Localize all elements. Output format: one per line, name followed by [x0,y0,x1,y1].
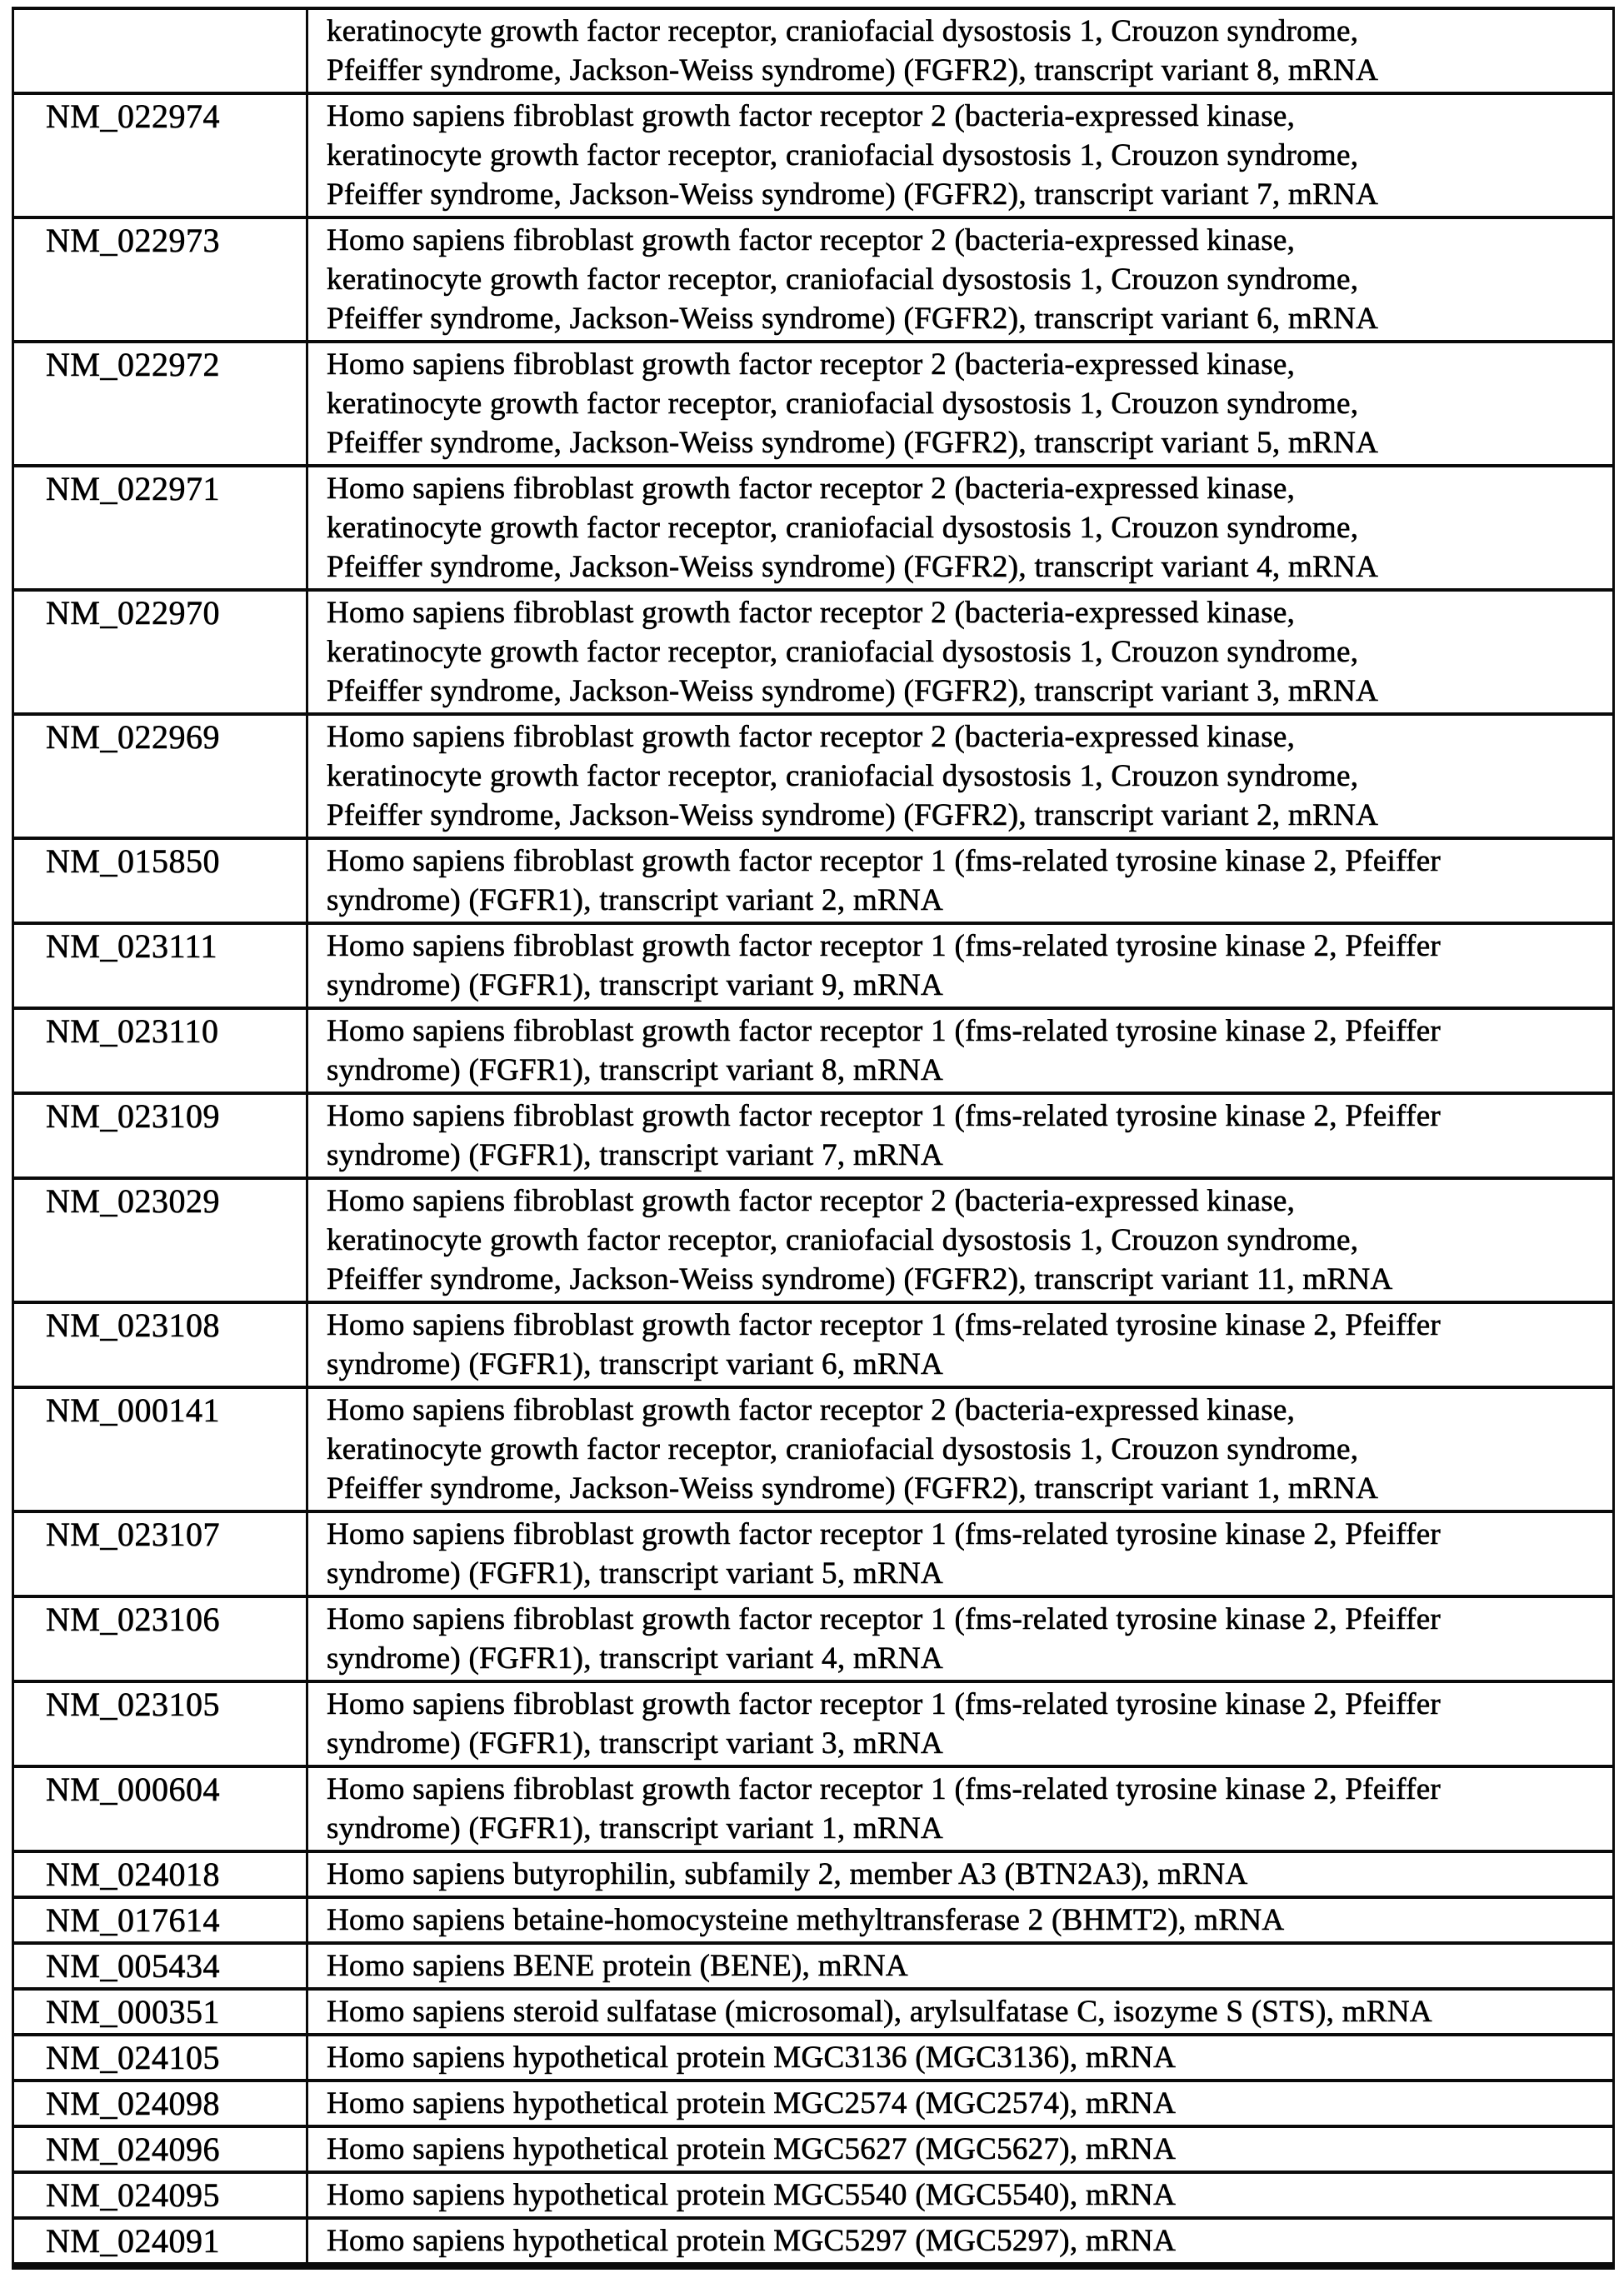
description-line: Pfeiffer syndrome, Jackson-Weiss syndrome) (FGFR2), transcript variant 3, mRNA [327,674,1379,708]
accession-number: NM_022972 [46,346,220,383]
table-row [13,217,1614,342]
accession-number: NM_022973 [46,222,220,259]
description-line: syndrome) (FGFR1), transcript variant 9, mRNA [327,968,944,1002]
accession-number: NM_023106 [46,1601,220,1638]
description-line: Pfeiffer syndrome, Jackson-Weiss syndrome) (FGFR2), transcript variant 8, mRNA [327,53,1379,87]
accession-cell [13,2081,307,2126]
accession-number: NM_023111 [46,927,217,965]
description-line: keratinocyte growth factor receptor, craniofacial dysostosis 1, Crouzon syndrome, [327,759,1359,793]
description-cell [307,838,1614,923]
table-row [13,1851,1614,1897]
table-row [13,1766,1614,1851]
description-cell [307,590,1614,714]
description-cell [307,8,1614,93]
table-row [13,466,1614,590]
description-line: syndrome) (FGFR1), transcript variant 7, mRNA [327,1138,944,1172]
description-line: keratinocyte growth factor receptor, craniofacial dysostosis 1, Crouzon syndrome, [327,1223,1359,1257]
description-line: Homo sapiens fibroblast growth factor receptor 2 (bacteria-expressed kinase, [327,1393,1296,1427]
description-line: Homo sapiens fibroblast growth factor receptor 1 (fms-related tyrosine kinase 2, Pfeiffer [327,929,1442,963]
description-line: Pfeiffer syndrome, Jackson-Weiss syndrome) (FGFR2), transcript variant 2, mRNA [327,798,1379,832]
description-line: Homo sapiens hypothetical protein MGC3136 (MGC3136), mRNA [327,2041,1177,2075]
description-line: Homo sapiens hypothetical protein MGC5297 (MGC5297), mRNA [327,2224,1177,2258]
description-line: Homo sapiens fibroblast growth factor receptor 1 (fms-related tyrosine kinase 2, Pfeiffer [327,1517,1442,1551]
accession-cell [13,1511,307,1596]
table-row [13,1897,1614,1943]
description-line: Homo sapiens BENE protein (BENE), mRNA [327,1949,908,1983]
accession-number: NM_000351 [46,1993,220,2031]
description-line: Homo sapiens fibroblast growth factor receptor 2 (bacteria-expressed kinase, [327,472,1296,506]
description-line: Homo sapiens fibroblast growth factor receptor 2 (bacteria-expressed kinase, [327,596,1296,630]
table-row [13,1387,1614,1511]
accession-number: NM_017614 [46,1901,220,1939]
accession-number: NM_023108 [46,1306,220,1344]
description-line: Homo sapiens fibroblast growth factor receptor 1 (fms-related tyrosine kinase 2, Pfeiffer [327,1687,1442,1721]
accession-cell [13,1302,307,1387]
table-row [13,1943,1614,1989]
accession-cell [13,8,307,93]
description-line: Homo sapiens fibroblast growth factor receptor 1 (fms-related tyrosine kinase 2, Pfeiffer [327,844,1442,878]
accession-cell [13,1851,307,1897]
description-line: Homo sapiens fibroblast growth factor receptor 1 (fms-related tyrosine kinase 2, Pfeiffer [327,1014,1442,1048]
description-line: Homo sapiens fibroblast growth factor receptor 2 (bacteria-expressed kinase, [327,99,1296,133]
accession-number: NM_023110 [46,1012,219,1050]
description-cell [307,217,1614,342]
table-row [13,1302,1614,1387]
accession-number: NM_022971 [46,470,220,507]
accession-cell [13,1897,307,1943]
description-line: Homo sapiens hypothetical protein MGC5627 (MGC5627), mRNA [327,2132,1177,2166]
accession-cell [13,714,307,838]
accession-cell [13,2172,307,2218]
accession-number: NM_024096 [46,2131,220,2168]
accession-number: NM_000604 [46,1771,220,1808]
description-line: Pfeiffer syndrome, Jackson-Weiss syndrome) (FGFR2), transcript variant 6, mRNA [327,302,1379,336]
description-cell [307,1897,1614,1943]
description-line: Homo sapiens fibroblast growth factor receptor 2 (bacteria-expressed kinase, [327,720,1296,754]
accession-number: NM_022969 [46,718,220,756]
description-line: Pfeiffer syndrome, Jackson-Weiss syndrome) (FGFR2), transcript variant 11, mRNA [327,1262,1393,1296]
description-cell [307,1387,1614,1511]
table-row [13,2126,1614,2172]
description-line: keratinocyte growth factor receptor, craniofacial dysostosis 1, Crouzon syndrome, [327,635,1359,669]
accession-cell [13,2126,307,2172]
table-row [13,93,1614,217]
description-cell [307,1943,1614,1989]
accession-cell [13,2035,307,2081]
description-line: Homo sapiens steroid sulfatase (microsomal), arylsulfatase C, isozyme S (STS), mRNA [327,1995,1432,2029]
description-line: Homo sapiens butyrophilin, subfamily 2, member A3 (BTN2A3), mRNA [327,1857,1248,1891]
accession-cell [13,838,307,923]
accession-cell [13,923,307,1008]
description-cell [307,1989,1614,2035]
accession-cell [13,466,307,590]
accession-number: NM_015850 [46,842,220,880]
accession-cell [13,2218,307,2266]
accession-number: NM_005434 [46,1947,220,1985]
accession-cell [13,93,307,217]
description-line: syndrome) (FGFR1), transcript variant 5, mRNA [327,1556,944,1591]
description-line: Homo sapiens fibroblast growth factor receptor 1 (fms-related tyrosine kinase 2, Pfeiffer [327,1602,1442,1636]
description-line: keratinocyte growth factor receptor, craniofacial dysostosis 1, Crouzon syndrome, [327,511,1359,545]
description-line: Pfeiffer syndrome, Jackson-Weiss syndrome) (FGFR2), transcript variant 5, mRNA [327,426,1379,460]
table-body [13,8,1614,2266]
description-line: keratinocyte growth factor receptor, craniofacial dysostosis 1, Crouzon syndrome, [327,387,1359,421]
accession-cell [13,1387,307,1511]
table-row [13,1093,1614,1178]
accession-cell [13,1008,307,1093]
description-cell [307,2035,1614,2081]
description-line: syndrome) (FGFR1), transcript variant 4, mRNA [327,1641,944,1676]
description-cell [307,1511,1614,1596]
accession-number: NM_023107 [46,1516,220,1553]
table-row [13,1178,1614,1302]
description-cell [307,2218,1614,2266]
accession-number: NM_024018 [46,1856,220,1893]
description-line: keratinocyte growth factor receptor, craniofacial dysostosis 1, Crouzon syndrome, [327,262,1359,297]
table-row [13,2172,1614,2218]
description-line: Homo sapiens fibroblast growth factor receptor 1 (fms-related tyrosine kinase 2, Pfeiffer [327,1772,1442,1806]
description-cell [307,1681,1614,1766]
accession-number: NM_000141 [46,1391,220,1429]
accession-number: NM_022974 [46,97,220,135]
description-line: Homo sapiens fibroblast growth factor receptor 2 (bacteria-expressed kinase, [327,223,1296,257]
table-row [13,8,1614,93]
accession-cell [13,590,307,714]
accession-cell [13,1596,307,1681]
description-cell [307,1093,1614,1178]
description-line: Homo sapiens hypothetical protein MGC2574 (MGC2574), mRNA [327,2086,1177,2121]
table-row [13,590,1614,714]
description-cell [307,1008,1614,1093]
table-row [13,2218,1614,2266]
description-line: syndrome) (FGFR1), transcript variant 3, mRNA [327,1726,944,1761]
description-cell [307,342,1614,466]
accession-cell [13,1989,307,2035]
accession-number: NM_022970 [46,594,220,632]
description-line: Homo sapiens hypothetical protein MGC5540 (MGC5540), mRNA [327,2178,1177,2212]
table-row [13,1008,1614,1093]
table-row [13,2035,1614,2081]
description-cell [307,1178,1614,1302]
accession-cell [13,1766,307,1851]
accession-cell [13,1178,307,1302]
description-cell [307,714,1614,838]
description-line: Pfeiffer syndrome, Jackson-Weiss syndrome) (FGFR2), transcript variant 7, mRNA [327,177,1379,212]
description-line: Pfeiffer syndrome, Jackson-Weiss syndrome) (FGFR2), transcript variant 1, mRNA [327,1471,1379,1506]
accession-cell [13,342,307,466]
description-cell [307,1302,1614,1387]
description-line: Homo sapiens fibroblast growth factor receptor 1 (fms-related tyrosine kinase 2, Pfeiffer [327,1099,1442,1133]
table-row [13,1989,1614,2035]
description-cell [307,1596,1614,1681]
description-line: keratinocyte growth factor receptor, craniofacial dysostosis 1, Crouzon syndrome, [327,138,1359,172]
table-row [13,1596,1614,1681]
description-cell [307,1851,1614,1897]
accession-cell [13,1681,307,1766]
description-line: syndrome) (FGFR1), transcript variant 1, mRNA [327,1811,944,1846]
description-line: keratinocyte growth factor receptor, craniofacial dysostosis 1, Crouzon syndrome, [327,1432,1359,1466]
accession-number: NM_024098 [46,2085,220,2122]
table-row [13,838,1614,923]
accession-cell [13,217,307,342]
table-row [13,714,1614,838]
accession-cell [13,1093,307,1178]
table-row [13,2081,1614,2126]
description-line: Homo sapiens betaine-homocysteine methyltransferase 2 (BHMT2), mRNA [327,1903,1285,1937]
gene-accession-table [12,7,1615,2270]
description-cell [307,93,1614,217]
table-row [13,1511,1614,1596]
accession-number: NM_023029 [46,1182,220,1220]
description-cell [307,466,1614,590]
accession-number: NM_024091 [46,2222,220,2260]
accession-cell [13,1943,307,1989]
description-line: keratinocyte growth factor receptor, craniofacial dysostosis 1, Crouzon syndrome, [327,14,1359,48]
description-line: Homo sapiens fibroblast growth factor receptor 2 (bacteria-expressed kinase, [327,1184,1296,1218]
description-cell [307,2126,1614,2172]
table-row [13,342,1614,466]
accession-number: NM_023105 [46,1686,220,1723]
table-row [13,923,1614,1008]
description-line: Homo sapiens fibroblast growth factor receptor 2 (bacteria-expressed kinase, [327,347,1296,382]
description-cell [307,2172,1614,2218]
description-line: syndrome) (FGFR1), transcript variant 8, mRNA [327,1053,944,1087]
accession-number: NM_023109 [46,1097,220,1135]
description-line: Homo sapiens fibroblast growth factor receptor 1 (fms-related tyrosine kinase 2, Pfeiffer [327,1308,1442,1342]
accession-number: NM_024105 [46,2039,220,2076]
description-line: syndrome) (FGFR1), transcript variant 6, mRNA [327,1347,944,1381]
description-line: Pfeiffer syndrome, Jackson-Weiss syndrome) (FGFR2), transcript variant 4, mRNA [327,550,1379,584]
accession-number: NM_024095 [46,2176,220,2214]
description-cell [307,2081,1614,2126]
description-line: syndrome) (FGFR1), transcript variant 2, mRNA [327,883,944,917]
table-row [13,1681,1614,1766]
description-cell [307,1766,1614,1851]
description-cell [307,923,1614,1008]
